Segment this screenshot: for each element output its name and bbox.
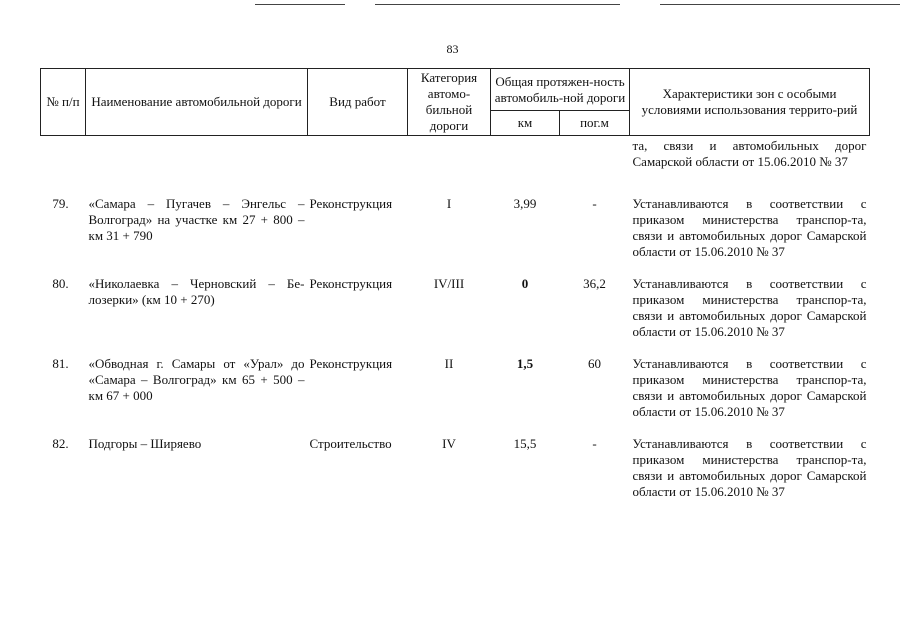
header-work-type: Вид работ [308, 69, 408, 136]
work-type: Реконструкция [309, 276, 393, 291]
road-category: II [444, 356, 454, 371]
length-km: 15,5 [513, 436, 537, 451]
page-number: 83 [446, 42, 459, 56]
length-pog: - [592, 196, 597, 211]
header-km: км [491, 111, 560, 136]
length-pog: - [592, 436, 597, 451]
header-characteristics: Характеристики зон с особыми условиями использования террито-рий [630, 69, 870, 136]
continuation-row [41, 136, 870, 187]
header-total-length: Общая протяжен-ность автомобиль-ной дороги [491, 69, 630, 111]
table-header [41, 69, 870, 136]
table-row [41, 266, 870, 346]
length-pog: 36,2 [583, 276, 606, 291]
roads-table [40, 68, 870, 506]
zone-characteristics: Устанавливаются в соответствии с приказом министерства транспор-та, связи и автомобильных дорог Самарской области от 15.06.2010 № 37 [632, 196, 867, 259]
road-name: Подгоры – Ширяево [88, 436, 202, 451]
zone-characteristics: Устанавливаются в соответствии с приказом министерства транспор-та, связи и автомобильных дорог Самарской области от 15.06.2010 № 37 [632, 276, 867, 339]
continuation-text: та, связи и автомобильных дорог Самарской области от 15.06.2010 № 37 [632, 138, 867, 169]
work-type: Реконструкция [309, 356, 393, 371]
road-category: IV [442, 436, 456, 451]
length-km: 1,5 [516, 356, 534, 371]
length-km: 3,99 [513, 196, 537, 211]
row-number: 82. [52, 436, 69, 451]
work-type: Строительство [309, 436, 392, 451]
scan-line-top [375, 4, 620, 5]
row-number: 79. [52, 196, 69, 211]
row-number: 81. [52, 356, 69, 371]
scan-line-top [255, 4, 345, 5]
scan-line-top [660, 4, 900, 5]
header-pog: пог.м [560, 111, 630, 136]
header-category: Категория автомо-бильной дороги [408, 69, 491, 136]
row-number: 80. [52, 276, 69, 291]
header-road-name: Наименование автомобильной дороги [86, 69, 308, 136]
road-category: IV/III [433, 276, 465, 291]
length-km: 0 [521, 276, 529, 291]
length-pog: 60 [588, 356, 601, 371]
zone-characteristics: Устанавливаются в соответствии с приказом министерства транспор-та, связи и автомобильных дорог Самарской области от 15.06.2010 № 37 [632, 436, 867, 499]
road-name: «Николаевка – Черновский – Бе-лозерки» (км 10 + 270) [88, 276, 305, 307]
table-row [41, 426, 870, 506]
work-type: Реконструкция [309, 196, 393, 211]
road-name: «Самара – Пугачев – Энгельс – Волгоград» на участке км 27 + 800 – км 31 + 790 [88, 196, 305, 243]
zone-characteristics: Устанавливаются в соответствии с приказом министерства транспор-та, связи и автомобильных дорог Самарской области от 15.06.2010 № 37 [632, 356, 867, 419]
road-name: «Обводная г. Самары от «Урал» до «Самара – Волгоград» км 65 + 500 – км 67 + 000 [88, 356, 305, 403]
table-row [41, 186, 870, 266]
road-category: I [446, 196, 452, 211]
header-num: № п/п [41, 69, 86, 136]
table-row [41, 346, 870, 426]
